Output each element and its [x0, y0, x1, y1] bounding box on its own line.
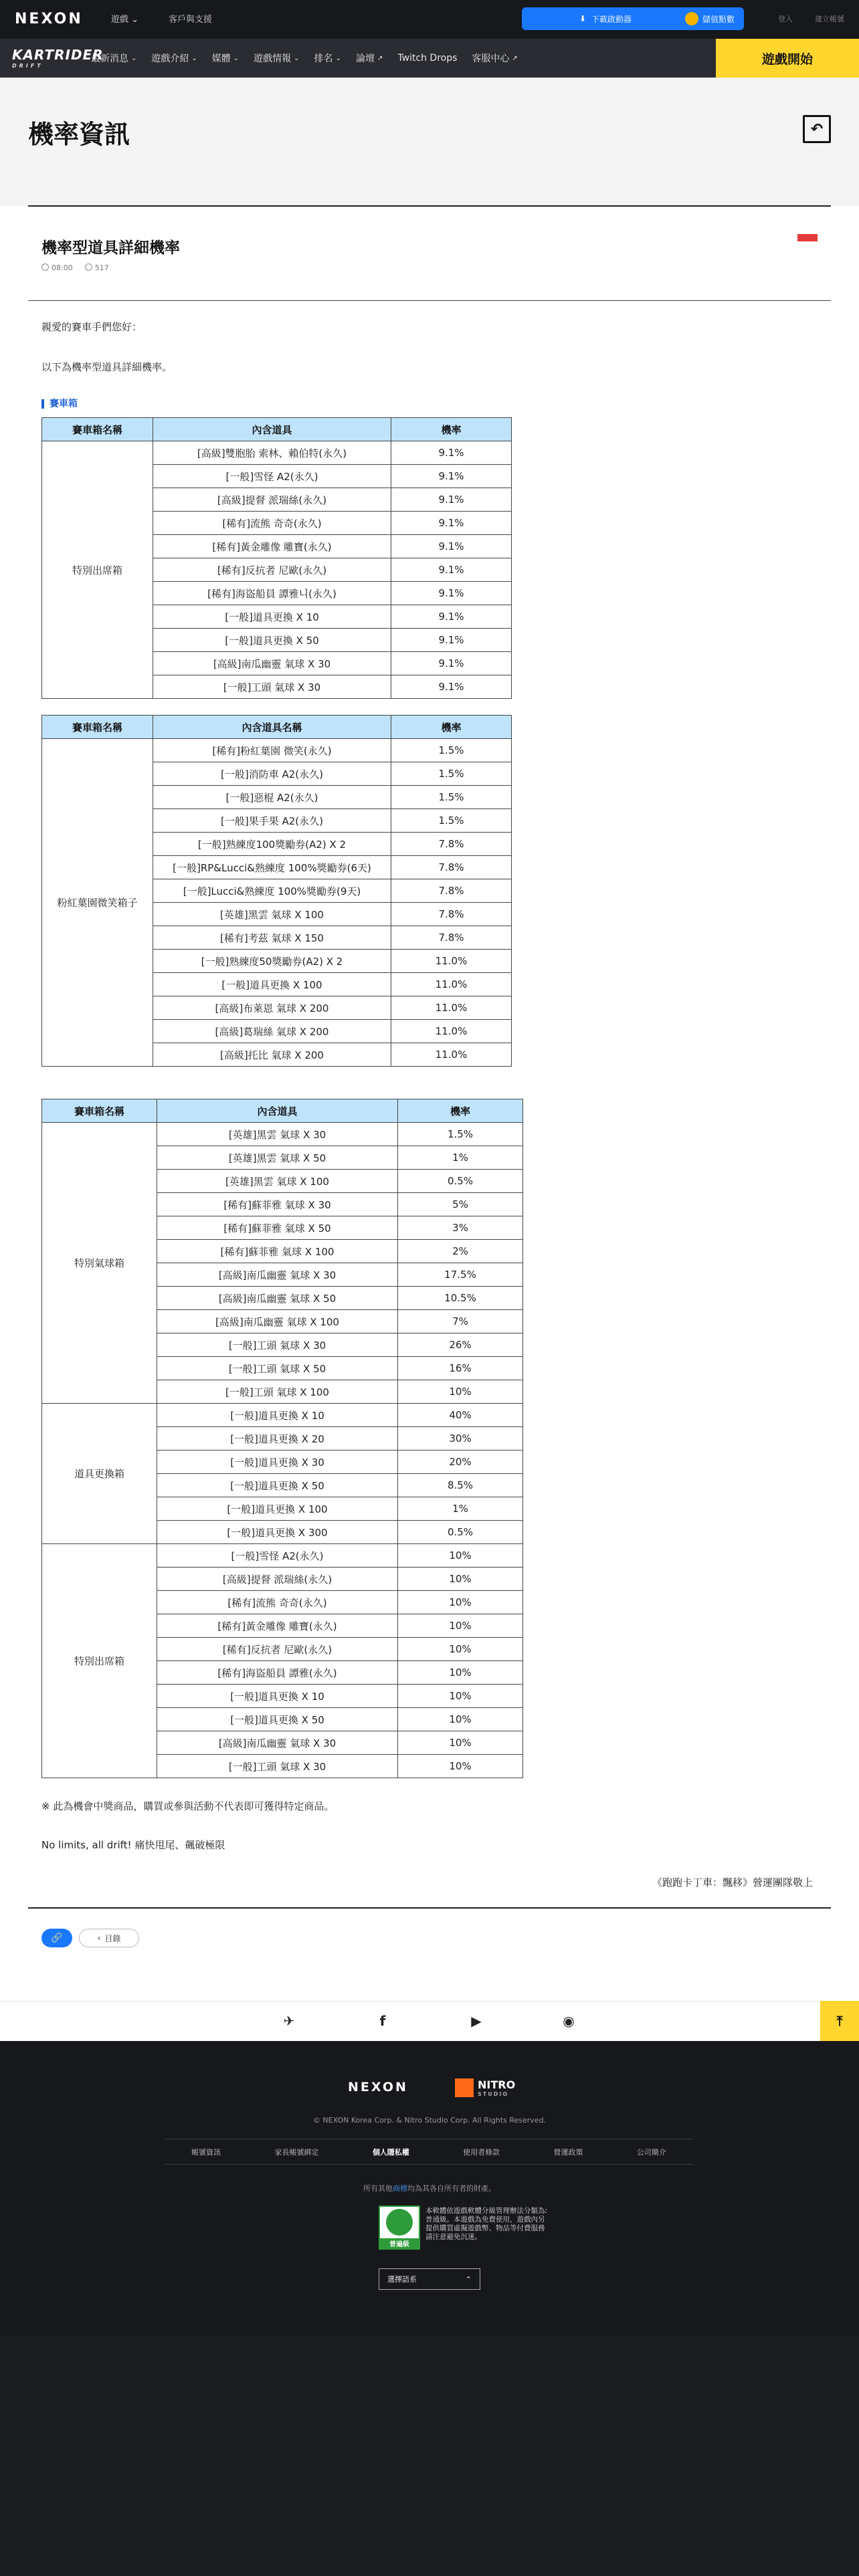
post-views-value: 517 — [94, 263, 109, 272]
page-title: 機率資訊 — [28, 120, 130, 149]
play-game-button[interactable]: 遊戲開始 — [716, 39, 859, 78]
support-link[interactable]: 客戶與支援 — [169, 15, 213, 25]
probability-cell: 9.1% — [391, 629, 512, 652]
probability-cell: 7.8% — [391, 833, 512, 856]
nav-game-intro[interactable] — [151, 51, 197, 65]
games-menu[interactable] — [111, 12, 138, 25]
disclaimer-text: ※ 此為機會中獎商品，購買或參與活動不代表即可獲得特定商品。 — [41, 1800, 335, 1812]
share-link-button[interactable] — [41, 1929, 72, 1947]
language-label: 選擇語系 — [387, 2275, 417, 2284]
charge-label: 儲值點數 — [702, 14, 735, 24]
item-cell: [高級]提督 派瑞絲(永久) — [153, 488, 391, 512]
probability-cell: 11.0% — [391, 950, 512, 973]
probability-cell: 9.1% — [391, 675, 512, 699]
kartrider-logo-sub: DRIFT — [12, 63, 43, 69]
login-link[interactable]: 登入 — [778, 15, 793, 23]
rating-text: 本軟體依遊戲軟體分級管理辦法分類為:普通級。本遊戲為免費使用，遊戲內另提供購買虛擬遊戲幣、物品等付費服務 請注意避免沉迷。 — [425, 2207, 548, 2241]
nitro-text: NITRO — [478, 2078, 516, 2091]
probability-cell: 26% — [398, 1333, 523, 1357]
footer-link-policy[interactable]: 營運政策 — [553, 2148, 583, 2157]
register-link[interactable]: 建立帳號 — [815, 15, 844, 23]
item-cell: [稀有]黃金雕像 雕寶(永久) — [157, 1614, 398, 1638]
item-cell: [英雄]黑雲 氣球 X 30 — [157, 1123, 398, 1146]
item-cell: [稀有]海盜船員 譚雅니(永久) — [153, 582, 391, 605]
item-cell: [一般]Lucci&熟練度 100%獎勵券(9天) — [153, 879, 391, 903]
probability-cell: 11.0% — [391, 996, 512, 1020]
external-link-icon: ↗ — [512, 54, 518, 62]
youtube-icon[interactable]: ▶ — [471, 2013, 482, 2029]
trademark-post: 均為其各自所有者的財產。 — [407, 2184, 496, 2193]
charge-points-button[interactable] — [676, 7, 744, 30]
item-cell: [稀有]反抗者 尼歐(永久) — [157, 1638, 398, 1661]
chevron-down-icon: ⌄ — [131, 15, 139, 25]
probability-cell: 9.1% — [391, 488, 512, 512]
probability-cell: 1.5% — [391, 786, 512, 809]
list-label: 目錄 — [104, 1933, 121, 1943]
table-header: 機率 — [398, 1099, 523, 1123]
table-row — [42, 1123, 523, 1146]
probability-cell: 10% — [398, 1708, 523, 1731]
nav-ranking-label: 排名 — [314, 53, 333, 64]
nav-customer-service[interactable] — [472, 51, 517, 65]
item-cell: [一般]道具更換 X 50 — [157, 1474, 398, 1497]
probability-cell: 11.0% — [391, 973, 512, 996]
facebook-icon[interactable]: f — [379, 2013, 386, 2029]
probability-cell: 9.1% — [391, 558, 512, 582]
table-header: 機率 — [391, 418, 512, 441]
box-name-cell: 特別出席箱 — [42, 441, 153, 699]
coin-icon — [685, 12, 698, 25]
item-cell: [英雄]黑雲 氣球 X 100 — [153, 903, 391, 926]
chevron-up-icon: ⌃ — [465, 2274, 472, 2284]
nav-media[interactable] — [212, 51, 239, 65]
table-header: 內含道具 — [157, 1099, 398, 1123]
probability-cell: 1.5% — [391, 809, 512, 833]
nav-ranking[interactable] — [314, 51, 341, 65]
footer-link-privacy[interactable]: 個人隱私權 — [372, 2148, 409, 2157]
item-cell: [一般]熟練度50獎勵券(A2) X 2 — [153, 950, 391, 973]
table-header: 賽車箱名稱 — [42, 418, 153, 441]
item-cell: [一般]惡棍 A2(永久) — [153, 786, 391, 809]
item-cell: [一般]道具更換 X 100 — [157, 1497, 398, 1521]
probability-cell: 16% — [398, 1357, 523, 1380]
greeting-text: 親愛的賽車手們您好： — [41, 321, 142, 333]
games-menu-label: 遊戲 — [111, 15, 129, 25]
item-cell: [高級]提督 派瑞絲(永久) — [157, 1568, 398, 1591]
table-header: 內含道具名稱 — [153, 716, 391, 739]
footer-nitro-logo — [478, 2078, 515, 2097]
nav-news-label: 最新消息 — [91, 53, 128, 64]
item-cell: [一般]道具更換 X 100 — [153, 973, 391, 996]
probability-cell: 3% — [398, 1216, 523, 1240]
nav-news[interactable] — [91, 51, 136, 65]
probability-cell: 17.5% — [398, 1263, 523, 1287]
probability-cell: 10% — [398, 1638, 523, 1661]
trademark-pre: 所有其他 — [363, 2184, 393, 2193]
probability-cell: 30% — [398, 1427, 523, 1451]
divider — [28, 1907, 831, 1909]
scroll-to-top-icon[interactable]: ⤒ — [820, 2001, 859, 2041]
nitro-sub: STUDIO — [478, 2091, 509, 2097]
table-row — [42, 739, 512, 762]
probability-cell: 10% — [398, 1614, 523, 1638]
probability-cell: 9.1% — [391, 512, 512, 535]
probability-cell: 7.8% — [391, 926, 512, 950]
footer-link-terms[interactable]: 使用者條款 — [463, 2148, 500, 2157]
nav-media-label: 媒體 — [211, 53, 231, 64]
chevron-down-icon: ⌄ — [191, 54, 197, 62]
probability-table-1 — [41, 417, 512, 699]
download-launcher-button[interactable] — [522, 7, 689, 30]
item-cell: [高級]雙胞胎 索林、賴伯特(永久) — [153, 441, 391, 465]
item-cell: [一般]果手果 A2(永久) — [153, 809, 391, 833]
probability-cell: 8.5% — [398, 1474, 523, 1497]
probability-cell: 40% — [398, 1404, 523, 1427]
signature-text: 《跑跑卡丁車：飄移》營運團隊敬上 — [652, 1876, 814, 1889]
probability-cell: 1.5% — [398, 1123, 523, 1146]
kartrider-logo-text: KARTRIDER — [12, 47, 104, 63]
table-row — [42, 1404, 523, 1427]
footer-nexon-logo: NEXON — [348, 2080, 408, 2095]
rating-label: 普遍級 — [380, 2238, 419, 2248]
item-cell: [一般]工頭 氣球 X 50 — [157, 1357, 398, 1380]
item-cell: [一般]道具更換 X 30 — [157, 1451, 398, 1474]
intro-text: 以下為機率型道具詳細機率。 — [41, 361, 173, 373]
clock-icon — [41, 263, 49, 271]
chevron-down-icon: ⌄ — [233, 54, 240, 62]
table-header: 內含道具 — [153, 418, 391, 441]
item-cell: [一般]消防車 A2(永久) — [153, 762, 391, 786]
top-bar — [0, 0, 859, 39]
probability-cell: 2% — [398, 1240, 523, 1263]
probability-cell: 9.1% — [391, 441, 512, 465]
probability-cell: 1.5% — [391, 762, 512, 786]
probability-cell: 1% — [398, 1497, 523, 1521]
chevron-down-icon: ⌄ — [131, 54, 137, 62]
item-cell: [一般]道具更換 X 10 — [157, 1685, 398, 1708]
item-cell: [高級]南瓜幽靈 氣球 X 30 — [157, 1731, 398, 1755]
external-link-icon: ↗ — [377, 54, 383, 62]
footer-divider — [165, 2164, 693, 2165]
nav-forum-label: 論壇 — [355, 53, 375, 64]
item-cell: [一般]工頭 氣球 X 30 — [157, 1333, 398, 1357]
item-cell: [稀有]蘇菲雅 氣球 X 100 — [157, 1240, 398, 1263]
item-cell: [一般]熟練度100獎勵券(A2) X 2 — [153, 833, 391, 856]
item-cell: [一般]道具更換 X 10 — [153, 605, 391, 629]
post-time — [41, 263, 73, 272]
eye-icon — [85, 263, 92, 271]
kartrider-social-icon[interactable]: ✈ — [283, 2013, 295, 2029]
probability-cell: 7.8% — [391, 856, 512, 879]
item-cell: [高級]南瓜幽靈 氣球 X 100 — [157, 1310, 398, 1333]
trademark-note — [0, 2183, 859, 2193]
download-label: 下載啟動器 — [591, 14, 632, 24]
post-time-value: 08:00 — [52, 263, 73, 272]
probability-cell: 11.0% — [391, 1043, 512, 1067]
page-bottom — [0, 2335, 859, 2576]
probability-cell: 10% — [398, 1685, 523, 1708]
probability-cell: 20% — [398, 1451, 523, 1474]
item-cell: [稀有]海盜船員 譚雅(永久) — [157, 1661, 398, 1685]
item-cell: [高級]葛瑞絲 氣球 X 200 — [153, 1020, 391, 1043]
nexon-logo[interactable]: NEXON — [15, 11, 83, 27]
probability-cell: 10% — [398, 1544, 523, 1568]
table-row — [42, 441, 512, 465]
probability-table-3 — [41, 1099, 523, 1778]
box-name-cell: 特別氣球箱 — [42, 1123, 157, 1404]
table-header: 賽車箱名稱 — [42, 716, 153, 739]
probability-cell: 5% — [398, 1193, 523, 1216]
table-header: 機率 — [391, 716, 512, 739]
item-cell: [一般]工頭 氣球 X 30 — [157, 1755, 398, 1778]
download-icon: ⬇ — [579, 14, 587, 23]
nav-twitch-drops[interactable] — [397, 53, 457, 64]
discord-icon[interactable]: ◉ — [563, 2013, 575, 2029]
divider — [28, 205, 831, 207]
probability-cell: 0.5% — [398, 1170, 523, 1193]
back-icon[interactable]: ↶ — [803, 115, 831, 143]
item-cell: [稀有]粉紅葉園 微笑(永久) — [153, 739, 391, 762]
post-views — [85, 263, 109, 272]
item-cell: [高級]南瓜幽靈 氣球 X 50 — [157, 1287, 398, 1310]
slogan-text: No limits, all drift! 痛快甩尾、飆破極限 — [41, 1839, 225, 1851]
probability-table-2 — [41, 715, 512, 1067]
item-cell: [一般]道具更換 X 50 — [153, 629, 391, 652]
box-name-cell: 粉紅葉園微笑箱子 — [42, 739, 153, 1067]
kartrider-logo[interactable] — [12, 47, 104, 69]
probability-cell: 7.8% — [391, 903, 512, 926]
chevron-down-icon: ⌄ — [294, 54, 300, 62]
item-cell: [稀有]流熊 奇奇(永久) — [157, 1591, 398, 1614]
nav-forum[interactable] — [356, 51, 383, 65]
section-label: 賽車箱 — [41, 399, 78, 409]
post-meta — [41, 263, 109, 272]
probability-cell: 10.5% — [398, 1287, 523, 1310]
item-cell: [高級]南瓜幽靈 氣球 X 30 — [157, 1263, 398, 1287]
item-cell: [一般]雪怪 A2(永久) — [157, 1544, 398, 1568]
social-bar — [0, 2001, 859, 2041]
footer-link-company[interactable]: 公司簡介 — [636, 2148, 666, 2157]
probability-cell: 10% — [398, 1661, 523, 1685]
item-cell: [一般]雪怪 A2(永久) — [153, 465, 391, 488]
item-cell: [高級]布萊恩 氣球 X 200 — [153, 996, 391, 1020]
nav-game-info-label: 遊戲情報 — [254, 53, 292, 64]
divider — [28, 300, 831, 301]
nitro-logo-mark — [455, 2078, 474, 2097]
probability-cell: 10% — [398, 1755, 523, 1778]
probability-cell: 10% — [398, 1731, 523, 1755]
item-cell: [稀有]流熊 奇奇(永久) — [153, 512, 391, 535]
back-to-list-button[interactable] — [79, 1929, 139, 1947]
item-cell: [一般]道具更換 X 300 — [157, 1521, 398, 1544]
new-badge — [797, 234, 818, 241]
table-row — [42, 1544, 523, 1568]
probability-cell: 10% — [398, 1568, 523, 1591]
table-header: 賽車箱名稱 — [42, 1099, 157, 1123]
box-name-cell: 特別出席箱 — [42, 1544, 157, 1778]
probability-cell: 1.5% — [391, 739, 512, 762]
chevron-down-icon: ⌄ — [335, 54, 341, 62]
probability-cell: 0.5% — [398, 1521, 523, 1544]
probability-cell: 9.1% — [391, 652, 512, 675]
item-cell: [一般]道具更換 X 10 — [157, 1404, 398, 1427]
footer-link-account[interactable]: 帳號資訊 — [191, 2148, 221, 2157]
item-cell: [一般]道具更換 X 50 — [157, 1708, 398, 1731]
item-cell: [稀有]反抗者 尼歐(永久) — [153, 558, 391, 582]
footer-links — [165, 2147, 693, 2157]
item-cell: [稀有]蘇菲雅 氣球 X 30 — [157, 1193, 398, 1216]
probability-cell: 7% — [398, 1310, 523, 1333]
probability-cell: 1% — [398, 1146, 523, 1170]
item-cell: [稀有]考茲 氣球 X 150 — [153, 926, 391, 950]
box-name-cell: 道具更換箱 — [42, 1404, 157, 1544]
language-select[interactable] — [379, 2268, 480, 2290]
nav-twitch-drops-label: Twitch Drops — [397, 53, 458, 64]
probability-cell: 9.1% — [391, 605, 512, 629]
probability-cell: 10% — [398, 1380, 523, 1404]
probability-cell: 11.0% — [391, 1020, 512, 1043]
item-cell: [英雄]黑雲 氣球 X 100 — [157, 1170, 398, 1193]
rating-badge — [379, 2206, 420, 2250]
item-cell: [高級]托比 氣球 X 200 — [153, 1043, 391, 1067]
item-cell: [一般]工頭 氣球 X 100 — [157, 1380, 398, 1404]
item-cell: [英雄]黑雲 氣球 X 50 — [157, 1146, 398, 1170]
item-cell: [稀有]黃金雕像 雕寶(永久) — [153, 535, 391, 558]
footer-link-parent[interactable]: 家長帳號綁定 — [274, 2148, 319, 2157]
item-cell: [稀有]蘇菲雅 氣球 X 50 — [157, 1216, 398, 1240]
link-icon: 🔗 — [51, 1933, 63, 1943]
nav-game-intro-label: 遊戲介紹 — [151, 53, 189, 64]
item-cell: [一般]RP&Lucci&熟練度 100%獎勵券(6天) — [153, 856, 391, 879]
trademark-link[interactable]: 商標 — [393, 2184, 407, 2193]
probability-cell: 9.1% — [391, 535, 512, 558]
post-title: 機率型道具詳細機率 — [41, 239, 180, 257]
chevron-left-icon: ‹ — [97, 1933, 101, 1943]
item-cell: [高級]南瓜幽靈 氣球 X 30 — [153, 652, 391, 675]
probability-cell: 10% — [398, 1591, 523, 1614]
item-cell: [一般]道具更換 X 20 — [157, 1427, 398, 1451]
copyright-text: © NEXON Korea Corp. & Nitro Studio Corp. All Rights Reserved. — [312, 2116, 547, 2125]
rating-icon — [386, 2209, 413, 2236]
probability-cell: 9.1% — [391, 582, 512, 605]
probability-cell: 9.1% — [391, 465, 512, 488]
item-cell: [一般]工頭 氣球 X 30 — [153, 675, 391, 699]
nav-game-info[interactable] — [254, 51, 299, 65]
nav-customer-service-label: 客服中心 — [472, 53, 510, 64]
probability-cell: 7.8% — [391, 879, 512, 903]
